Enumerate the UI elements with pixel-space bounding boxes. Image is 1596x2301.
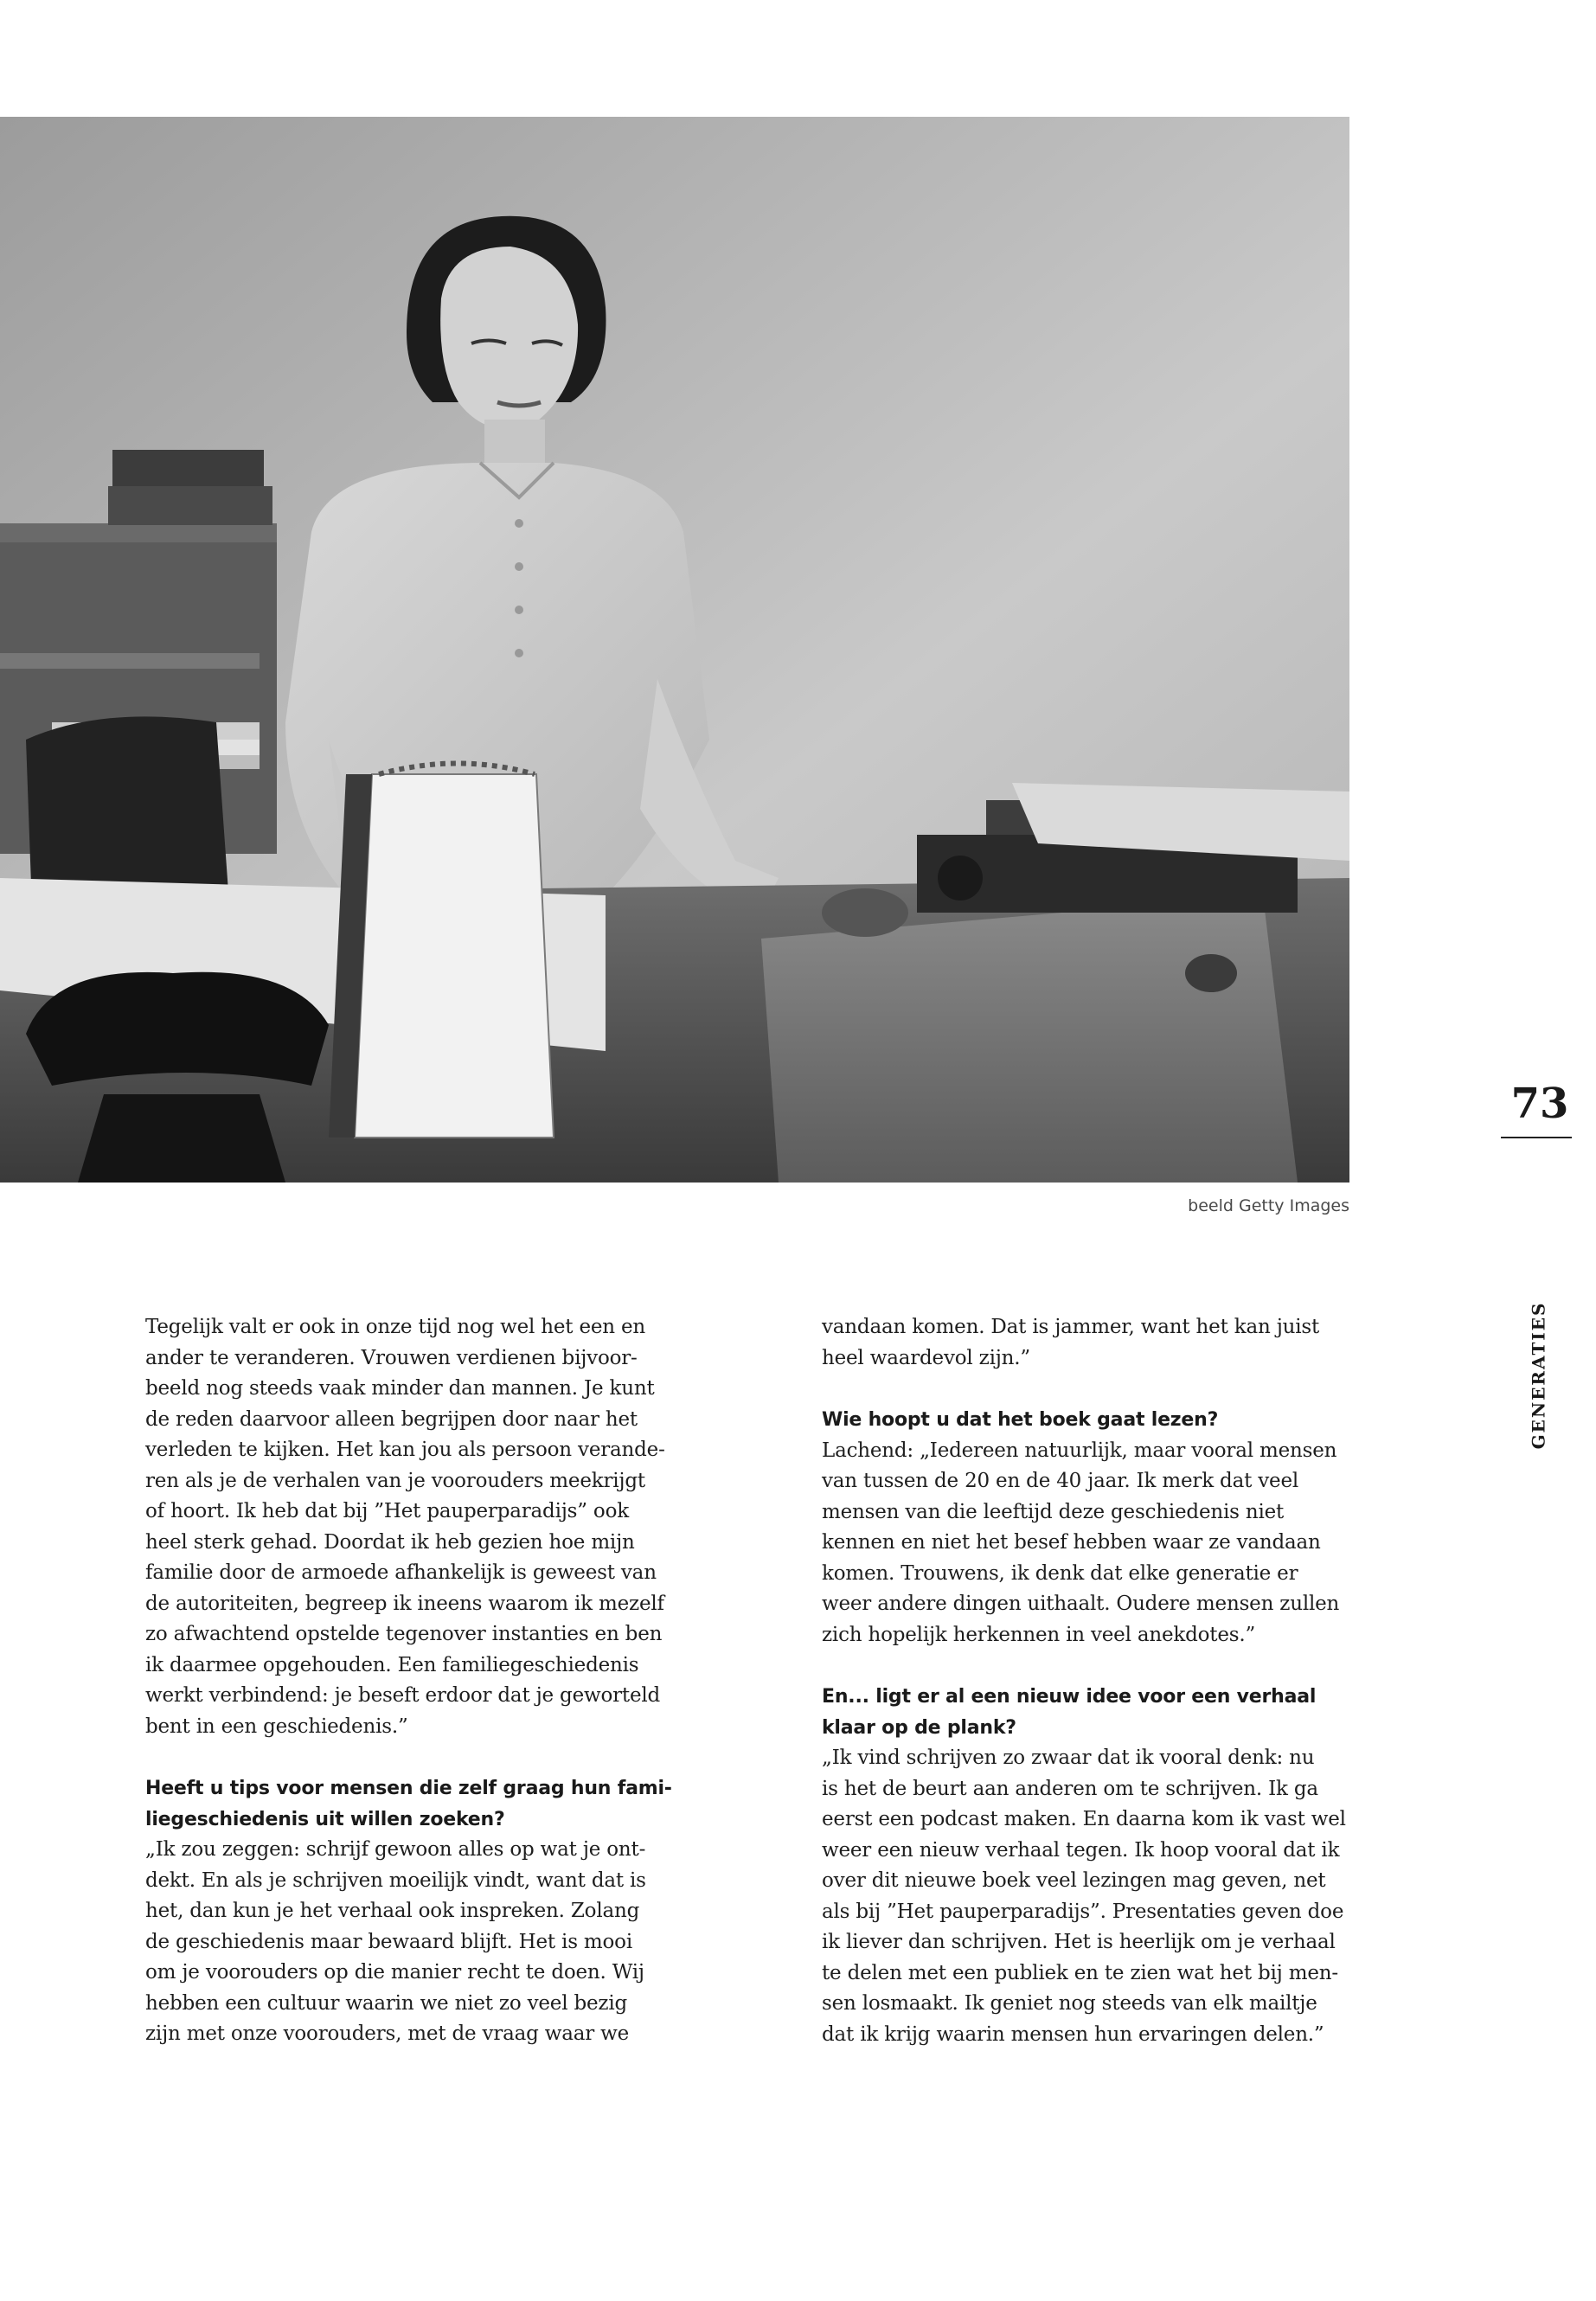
page-number: 73	[1510, 1080, 1569, 1128]
body-paragraph: Tegelijk valt er ook in onze tijd nog wel het een en ander te veranderen. Vrouwen verdienen bijvoor- beeld nog steeds vaak minder dan mannen. Je kunt de reden daarvoor alleen begrijpen door naar het verleden te kijken. Het kan jou als persoon verande- ren als je de verhalen van je voorouders meekrijgt of hoort. Ik heb dat bij ”Het pauperparadijs” ook heel sterk gehad. Doordat ik heb gezien hoe mijn familie door de armoede afhankelijk is geweest van de autoriteiten, begreep ik ineens waarom ik mezelf zo afwachtend opstelde tegenover instanties en ben ik daarmee opgehouden. Een familiegeschiedenis werkt verbindend: je beseft erdoor dat je geworteld bent in een geschiedenis.”	[145, 1316, 665, 1738]
interview-answer: Lachend: „Iedereen natuurlijk, maar vooral mensen van tussen de 20 en de 40 jaar. Ik merk dat veel mensen van die leeftijd deze geschiedenis niet kennen en niet het besef hebben waar ze vandaan komen. Trouwens, ik denk dat elke generatie er weer andere dingen uithaalt. Oudere mensen zullen zich hopelijk herkennen in veel anekdotes.”	[822, 1439, 1340, 1646]
interview-question: En... ligt er al een nieuw idee voor een verhaal klaar op de plank?	[822, 1686, 1317, 1739]
folio-divider	[1501, 1137, 1572, 1138]
interview-answer-continued: vandaan komen. Dat is jammer, want het kan juist heel waardevol zijn.”	[822, 1316, 1320, 1369]
woman-at-typewriter-photo	[0, 117, 1349, 1183]
interview-question: Wie hoopt u dat het boek gaat lezen?	[822, 1409, 1219, 1431]
article-column-left	[145, 1312, 682, 2081]
section-label-text: GENERATIES	[1528, 1301, 1549, 1450]
article-column-right	[822, 1312, 1358, 2081]
article-photo	[0, 117, 1349, 1183]
section-label	[1516, 1289, 1561, 1462]
interview-question: Heeft u tips voor mensen die zelf graag hun fami- liegeschiedenis uit willen zoeken?	[145, 1778, 672, 1830]
photo-credit: beeld Getty Images	[1188, 1196, 1349, 1215]
interview-answer: „Ik zou zeggen: schrijf gewoon alles op wat je ont- dekt. En als je schrijven moeilijk vindt, want dat is het, dan kun je het verhaal ook inspreken. Zolang de geschiedenis maar bewaard blijft. Het is mooi om je voorouders op die manier recht te doen. Wij hebben een cultuur waarin we niet zo veel bezig zijn met onze voorouders, met de vraag waar we	[145, 1838, 646, 2045]
interview-answer: „Ik vind schrijven zo zwaar dat ik vooral denk: nu is het de beurt aan anderen om te schrijven. Ik ga eerst een podcast maken. En daarna kom ik vast wel weer een nieuw verhaal tegen. Ik hoop vooral dat ik over dit nieuwe boek veel lezingen mag geven, net als bij ”Het pauperparadijs”. Presentaties geven doe ik liever dan schrijven. Het is heerlijk om je verhaal te delen met een publiek en te zien wat het bij men- sen losmaakt. Ik geniet nog steeds van elk mailtje dat ik krijg waarin mensen hun ervaringen delen.”	[822, 1747, 1346, 2046]
